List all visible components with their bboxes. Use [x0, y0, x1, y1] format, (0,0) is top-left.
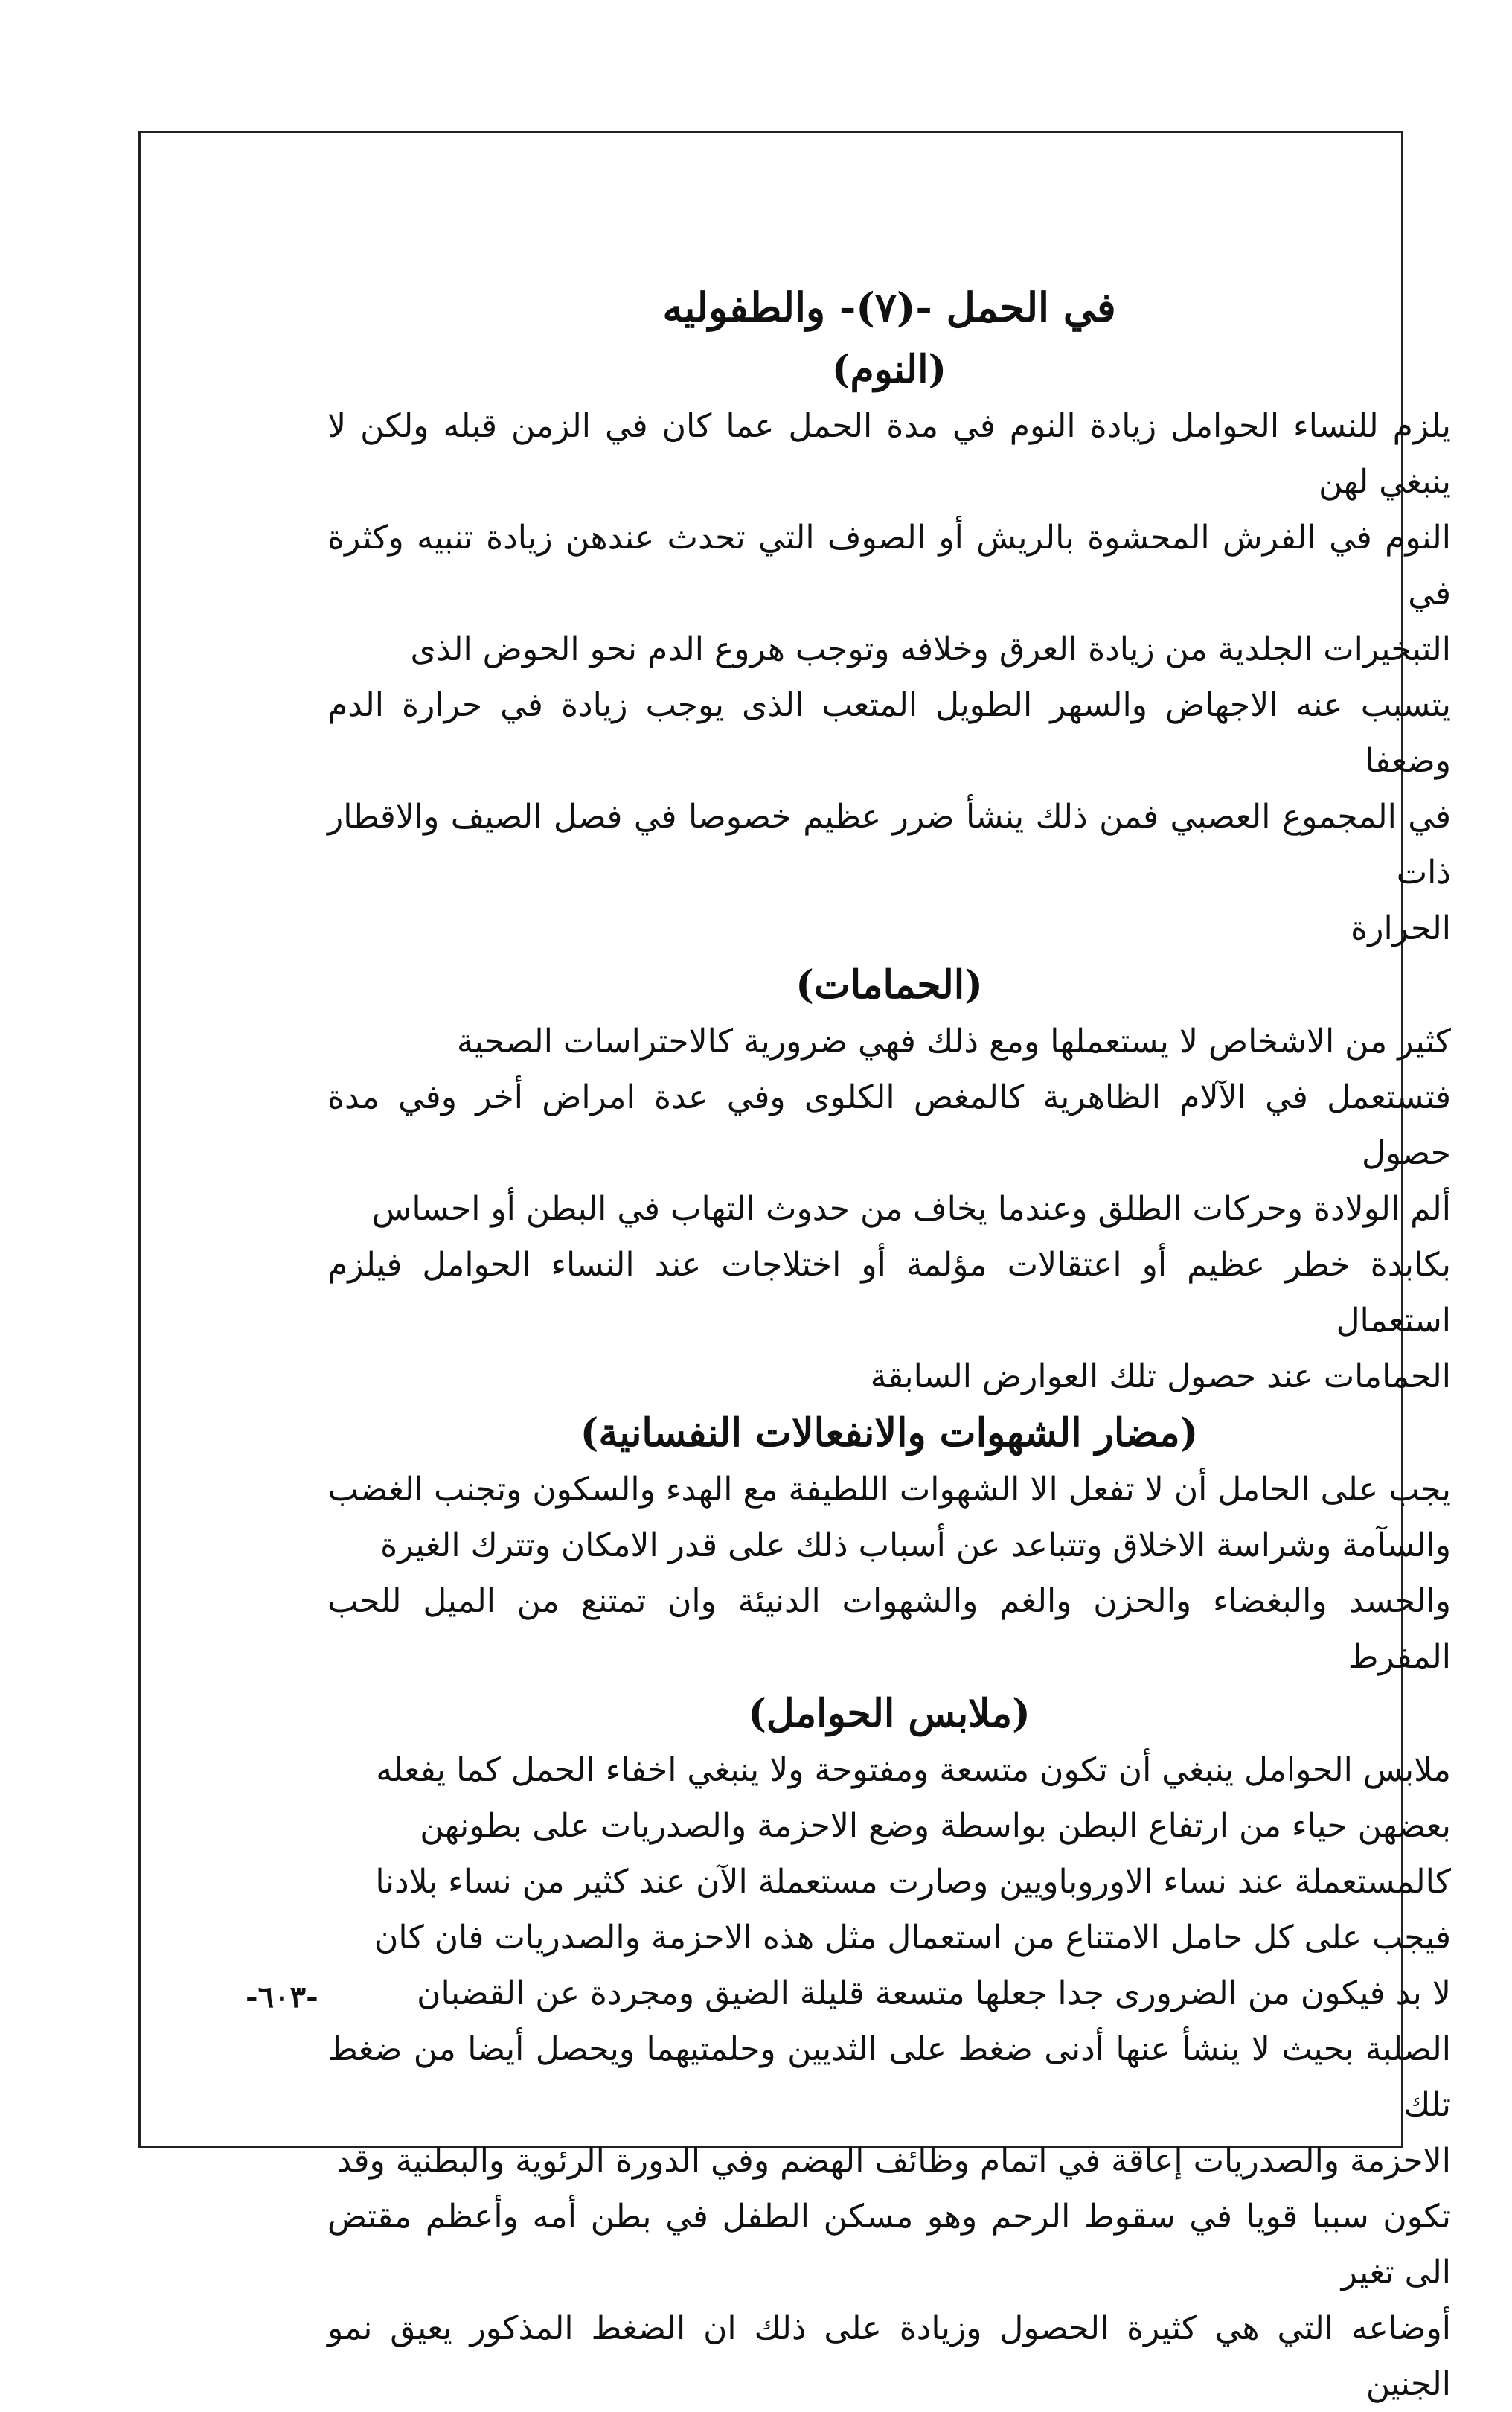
text-line: ملابس الحوامل ينبغي أن تكون متسعة ومفتوحة ولا ينبغي اخفاء الحمل كما يفعله [376, 1750, 1451, 1789]
text-line: كالمستعملة عند نساء الاوروباويين وصارت مستعملة الآن عند كثير من نساء بلادنا [375, 1862, 1451, 1901]
text-line: يلزم للنساء الحوامل زيادة النوم في مدة الحمل عما كان في الزمن قبله ولكن لا ينبغي لهن [327, 406, 1451, 501]
text-line: التبخيرات الجلدية من زيادة العرق وخلافه وتوجب هروع الدم نحو الحوض الذى [410, 630, 1451, 668]
section-heading: (ملابس الحوامل) [748, 1690, 1031, 1736]
page-title: في الحمل -(٧)- والطفوليه [662, 284, 1116, 331]
text-line: في المجموع العصبي فمن ذلك ينشأ ضرر عظيم خصوصا في فصل الصيف والاقطار ذات [327, 797, 1451, 892]
text-line: الحمامات عند حصول تلك العوارض السابقة [870, 1357, 1451, 1395]
section-heading: (النوم) [831, 346, 947, 392]
section-heading: (الحمامات) [795, 962, 983, 1008]
text-line: يتسبب عنه الاجهاض والسهر الطويل المتعب الذى يوجب زيادة في حرارة الدم وضعفا [327, 685, 1451, 780]
section-emotions [327, 1409, 1451, 1685]
text-line: بعضهن حياء من ارتفاع البطن بواسطة وضع الاحزمة والصدريات على بطونهن [420, 1806, 1451, 1845]
text-line: النوم في الفرش المحشوة بالريش أو الصوف التي تحدث عندهن زيادة تنبيه وكثرة في [327, 518, 1451, 612]
page-content [327, 283, 1451, 2403]
text-line: كثير من الاشخاص لا يستعملها ومع ذلك فهي ضرورية كالاحتراسات الصحية [456, 1022, 1451, 1061]
page-number: -٦٠٣- [246, 1980, 318, 2015]
text-line: تكون سببا قويا في سقوط الرحم وهو مسكن الطفل في بطن أمه وأعظم مقتض الى تغير [327, 2197, 1451, 2291]
text-line: فيجب على كل حامل الامتناع من استعمال مثل هذه الاحزمة والصدريات فان كان [374, 1918, 1451, 1957]
section-heading: (مضار الشهوات والانفعالات النفسانية) [580, 1410, 1199, 1456]
text-line: أوضاعه التي هي كثيرة الحصول وزيادة على ذلك ان الضغط المذكور يعيق نمو الجنين [327, 2309, 1451, 2403]
text-line: يجب على الحامل أن لا تفعل الا الشهوات اللطيفة مع الهدء والسكون وتجنب الغضب [327, 1470, 1451, 1509]
text-line: الصلبة بحيث لا ينشأ عنها أدنى ضغط على الثديين وحلمتيهما ويحصل أيضا من ضغط تلك [327, 2029, 1451, 2124]
section-clothing [327, 1689, 1451, 2412]
text-line: الحرارة [1351, 909, 1451, 947]
text-line: الاحزمة والصدريات إعاقة في اتمام وظائف الهضم وفي الدورة الرئوية والبطنية وقد [336, 2141, 1451, 2180]
text-line: والسآمة وشراسة الاخلاق وتتباعد عن أسباب ذلك على قدر الامكان وتترك الغيرة [380, 1526, 1451, 1564]
section-sleep [327, 345, 1451, 956]
text-line: فتستعمل في الآلام الظاهرية كالمغص الكلوى وفي عدة امراض أخر وفي مدة حصول [327, 1078, 1451, 1172]
text-line: لا بد فيكون من الضرورى جدا جعلها متسعة قليلة الضيق ومجردة عن القضبان [417, 1974, 1451, 2012]
section-baths [327, 961, 1451, 1404]
text-line: بكابدة خطر عظيم أو اعتقالات مؤلمة أو اختلاجات عند النساء الحوامل فيلزم استعمال [327, 1245, 1451, 1340]
text-line: ألم الولادة وحركات الطلق وعندما يخاف من حدوث التهاب في البطن أو احساس [371, 1189, 1451, 1228]
text-line: والحسد والبغضاء والحزن والغم والشهوات الدنيئة وان تمتنع من الميل للحب المفرط [327, 1581, 1451, 1676]
